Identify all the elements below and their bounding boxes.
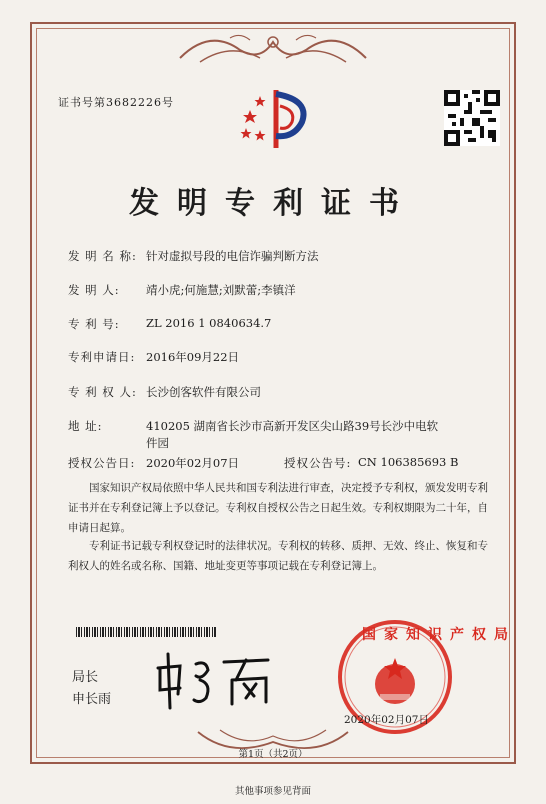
patent-number: ZL 2016 1 0840634.7 <box>146 316 272 330</box>
signature-icon <box>150 650 280 710</box>
inventors-label: 发 明 人: <box>68 283 120 297</box>
patentee: 长沙创客软件有限公司 <box>146 385 261 399</box>
signatory-name: 申长雨 <box>72 692 112 707</box>
legal-status-paragraph: 专利证书记载专利权登记时的法律状况。专利权的转移、质押、无效、终止、恢复和专利权人的姓名或名称、国籍、地址变更等事项记载在专利登记簿上。 <box>68 540 488 572</box>
signatory-title: 局长 <box>72 670 99 685</box>
filing-date-label: 专利申请日: <box>68 350 136 364</box>
page-indicator: 第1页（共2页） <box>238 749 308 760</box>
page-title: 发明专利证书 <box>129 186 417 221</box>
footer-note: 其他事项参见背面 <box>234 786 311 797</box>
stamp-text: 国家知识产权局 <box>362 627 516 643</box>
patentee-label: 专 利 权 人: <box>68 385 137 399</box>
address-line-1: 410205 湖南省长沙市高新开发区尖山路39号长沙中电软 <box>146 419 439 433</box>
grant-number: CN 106385693 B <box>358 455 459 469</box>
patent-number-label: 专 利 号: <box>68 317 120 331</box>
certificate-number: 证书号第3682226号 <box>58 96 174 109</box>
qr-code-icon <box>444 90 500 146</box>
grant-statement-paragraph: 国家知识产权局依照中华人民共和国专利法进行审查，决定授予专利权，颁发发明专利证书并在专利登记簿上予以登记。专利权自授权公告之日起生效。专利权期限为二十年，自申请日起算。 <box>68 482 488 534</box>
grant-number-label: 授权公告号: <box>284 456 352 470</box>
top-ornament-icon <box>170 28 376 70</box>
barcode-icon <box>76 627 216 637</box>
grant-date-label: 授权公告日: <box>68 456 136 470</box>
grant-date: 2020年02月07日 <box>146 456 240 470</box>
address-line-2: 件园 <box>146 436 169 450</box>
cnipa-logo-icon <box>236 86 314 152</box>
invention-name-label: 发 明 名 称: <box>68 249 137 263</box>
invention-name: 针对虚拟号段的电信诈骗判断方法 <box>146 249 319 263</box>
address-label: 地 址: <box>68 419 103 433</box>
inventors: 靖小虎;何施慧;刘默蕾;李镇洋 <box>146 283 296 297</box>
filing-date: 2016年09月22日 <box>146 350 240 364</box>
stamp-date: 2020年02月07日 <box>344 714 429 726</box>
